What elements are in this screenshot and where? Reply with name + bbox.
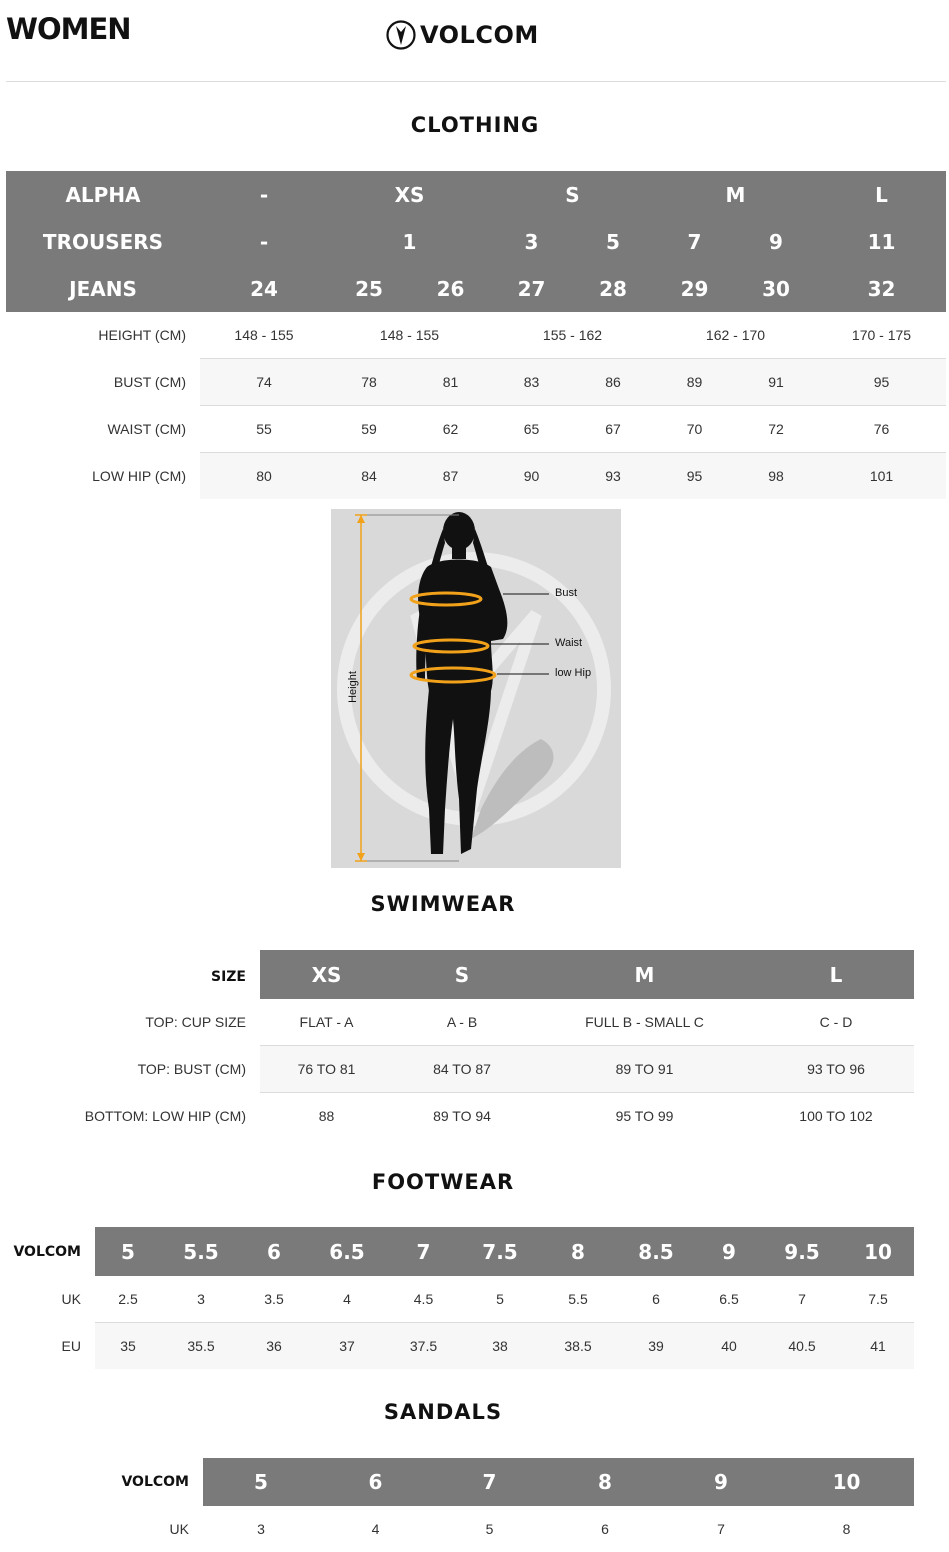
bust-cell: 74 (256, 374, 272, 390)
trousers-cell: 1 (402, 229, 417, 254)
sandal-uk-cell: 4 (371, 1521, 380, 1537)
foot-volcom-cell: 8 (571, 1239, 585, 1264)
volcom-stone-icon (386, 20, 416, 50)
alpha-row (6, 171, 946, 218)
jeans-cell: 25 (355, 276, 383, 301)
height-cell: 148 - 155 (234, 327, 294, 343)
swim-hip-label: BOTTOM: LOW HIP (CM) (84, 1108, 246, 1124)
trousers-label: TROUSERS (42, 229, 164, 254)
foot-volcom-cell: 9 (722, 1239, 736, 1264)
low-hip-cell: 101 (869, 468, 894, 484)
foot-uk-cell: 7.5 (868, 1291, 888, 1307)
foot-uk-cell: 6 (652, 1291, 660, 1307)
sandal-uk-cell: 5 (485, 1521, 494, 1537)
jeans-cell: 24 (250, 276, 278, 301)
foot-eu-cell: 41 (870, 1338, 886, 1354)
swim-bust-cell: 76 TO 81 (297, 1061, 356, 1077)
trousers-cell: 7 (687, 229, 702, 254)
foot-volcom-label: VOLCOM (13, 1243, 81, 1260)
waist-cell: 72 (768, 421, 784, 437)
foot-volcom-cell: 8.5 (638, 1239, 674, 1264)
foot-eu-cells (95, 1323, 914, 1369)
trousers-cell: - (259, 229, 269, 254)
foot-uk-cell: 3 (197, 1291, 205, 1307)
waist-cell: 55 (256, 421, 272, 437)
low-hip-cell: 98 (768, 468, 784, 484)
swim-hip-cell: 89 TO 94 (433, 1108, 491, 1124)
height-cell: 148 - 155 (379, 327, 440, 343)
swim-bust-cells (260, 1046, 914, 1092)
jeans-cell: 27 (517, 276, 546, 301)
foot-volcom-cell: 6.5 (329, 1239, 365, 1264)
height-label: HEIGHT (CM) (98, 327, 186, 343)
swim-size-cell: M (634, 962, 655, 987)
foot-eu-cell: 35 (120, 1338, 136, 1354)
swim-bust-cell: 93 TO 96 (807, 1061, 865, 1077)
swim-bust-cell: 84 TO 87 (433, 1061, 491, 1077)
swim-cup-cell: FULL B - SMALL C (585, 1014, 704, 1030)
foot-volcom-cell: 5 (121, 1239, 135, 1264)
foot-uk-cell: 4.5 (413, 1291, 434, 1307)
foot-uk-label: UK (61, 1291, 81, 1307)
footwear-title: FOOTWEAR (371, 1170, 515, 1194)
jeans-cell: 28 (599, 276, 627, 301)
bust-cell: 95 (873, 374, 890, 390)
alpha-cell: S (565, 182, 580, 207)
foot-eu-row (6, 1323, 914, 1369)
waist-row (6, 406, 946, 452)
brand-name: VOLCOM (420, 21, 539, 49)
foot-eu-cell: 36 (266, 1338, 282, 1354)
swim-size-cell: L (829, 962, 843, 987)
swim-size-label: SIZE (210, 969, 246, 985)
waist-cell: 59 (361, 421, 377, 437)
foot-uk-row (6, 1276, 914, 1322)
foot-volcom-header (95, 1227, 914, 1276)
bust-label: BUST (CM) (113, 374, 186, 390)
clothing-title: CLOTHING (410, 113, 540, 137)
height-row (6, 312, 946, 358)
trousers-cell: 3 (524, 229, 539, 254)
waist-label: Waist (555, 637, 583, 649)
silhouette-figure (331, 509, 621, 868)
jeans-cell: 32 (867, 276, 896, 301)
foot-volcom-cell: 6 (267, 1239, 281, 1264)
sandal-volcom-cell: 5 (254, 1470, 268, 1494)
alpha-cell: XS (394, 182, 425, 207)
low-hip-label: low Hip (555, 667, 592, 679)
sandal-uk-label: UK (169, 1521, 189, 1537)
sandal-uk-cell: 7 (717, 1521, 725, 1537)
swimwear-title: SWIMWEAR (370, 892, 516, 916)
waist-cell: 76 (873, 421, 890, 437)
foot-volcom-cell: 7.5 (482, 1239, 518, 1264)
foot-eu-cell: 37.5 (409, 1338, 438, 1354)
bust-label: Bust (555, 587, 578, 599)
low-hip-cell: 87 (442, 468, 459, 484)
brand-logo[interactable] (386, 19, 539, 51)
jeans-cell: 29 (680, 276, 709, 301)
low-hip-cells (200, 453, 946, 499)
measurement-diagram (331, 509, 621, 868)
foot-uk-cell: 4 (343, 1291, 351, 1307)
swim-size-cell: S (454, 962, 470, 987)
foot-uk-cell: 3.5 (264, 1291, 284, 1307)
bust-cell: 89 (686, 374, 703, 390)
bust-cell: 81 (442, 374, 459, 390)
swim-bust-cell: 89 TO 91 (615, 1061, 674, 1077)
foot-uk-cell: 2.5 (118, 1291, 138, 1307)
sandal-volcom-cell: 6 (368, 1470, 383, 1494)
swim-cup-row (6, 999, 914, 1045)
header-divider (6, 81, 946, 82)
sandal-volcom-header (203, 1458, 914, 1506)
foot-volcom-cell: 7 (416, 1239, 431, 1264)
sandal-volcom-cell: 7 (482, 1470, 497, 1494)
waist-label: WAIST (CM) (107, 421, 186, 437)
low-hip-label: LOW HIP (CM) (92, 468, 186, 484)
alpha-cell: M (725, 182, 746, 207)
sandals-title: SANDALS (383, 1400, 503, 1424)
swim-hip-row (6, 1093, 914, 1139)
sandal-volcom-cell: 8 (598, 1470, 612, 1494)
height-cell: 170 - 175 (851, 327, 912, 343)
alpha-cell: - (259, 182, 269, 207)
foot-uk-cell: 7 (798, 1291, 806, 1307)
foot-eu-cell: 37 (339, 1338, 355, 1354)
height-cell: 162 - 170 (705, 327, 766, 343)
low-hip-cell: 80 (256, 468, 272, 484)
swim-size-row (6, 950, 914, 999)
swim-hip-cell: 100 TO 102 (799, 1108, 873, 1124)
swim-size-header (260, 950, 914, 999)
waist-cell: 67 (605, 421, 621, 437)
bust-cell: 83 (523, 374, 540, 390)
bust-cell: 78 (361, 374, 377, 390)
swim-bust-label: TOP: BUST (CM) (137, 1061, 246, 1077)
swim-bust-row (6, 1046, 914, 1092)
sandal-volcom-cell: 10 (832, 1470, 861, 1494)
sandal-volcom-label: VOLCOM (121, 1474, 189, 1490)
trousers-row (6, 218, 946, 265)
bust-row (6, 359, 946, 405)
foot-eu-cell: 40.5 (788, 1338, 816, 1354)
swim-cup-cell: A - B (446, 1014, 478, 1030)
bust-cell: 86 (605, 374, 621, 390)
height-label: Height (347, 671, 359, 703)
foot-eu-cell: 35.5 (187, 1338, 215, 1354)
sandal-uk-cell: 6 (601, 1521, 609, 1537)
low-hip-cell: 90 (523, 468, 540, 484)
swim-cup-cell: C - D (819, 1014, 853, 1030)
page-title: WOMEN (6, 12, 131, 46)
waist-cell: 65 (523, 421, 540, 437)
bust-cell: 91 (768, 374, 784, 390)
foot-uk-cell: 6.5 (719, 1291, 739, 1307)
foot-eu-cell: 38.5 (564, 1338, 592, 1354)
trousers-cell: 9 (769, 229, 783, 254)
alpha-cell: L (875, 182, 888, 207)
foot-volcom-cell: 10 (864, 1239, 892, 1264)
swim-cup-label: TOP: CUP SIZE (145, 1014, 246, 1030)
foot-volcom-cell: 5.5 (183, 1239, 219, 1264)
jeans-cell: 26 (436, 276, 465, 301)
height-cell: 155 - 162 (542, 327, 603, 343)
swim-size-cell: XS (311, 962, 342, 987)
foot-uk-cell: 5.5 (568, 1291, 588, 1307)
foot-eu-cell: 39 (648, 1338, 664, 1354)
low-hip-row (6, 453, 946, 499)
swim-hip-cell: 88 (318, 1108, 335, 1124)
jeans-cell: 30 (762, 276, 790, 301)
foot-volcom-row (6, 1227, 914, 1276)
jeans-row (6, 265, 946, 312)
foot-eu-cell: 38 (492, 1338, 508, 1354)
trousers-cell: 11 (867, 229, 896, 254)
waist-cell: 62 (442, 421, 459, 437)
sandal-volcom-row (6, 1458, 914, 1506)
low-hip-cell: 93 (605, 468, 621, 484)
trousers-cell: 5 (606, 229, 620, 254)
foot-uk-cell: 5 (496, 1291, 504, 1307)
jeans-label: JEANS (69, 276, 137, 301)
foot-eu-label: EU (61, 1338, 81, 1354)
sandal-uk-row (6, 1506, 914, 1552)
sandal-volcom-cell: 9 (714, 1470, 728, 1494)
alpha-label: ALPHA (65, 182, 141, 207)
swim-cup-cell: FLAT - A (299, 1014, 354, 1030)
sandal-uk-cell: 8 (842, 1521, 851, 1537)
low-hip-cell: 84 (361, 468, 377, 484)
waist-cell: 70 (686, 421, 703, 437)
bust-cells (200, 359, 946, 405)
swim-hip-cell: 95 TO 99 (615, 1108, 674, 1124)
foot-volcom-cell: 9.5 (784, 1239, 820, 1264)
low-hip-cell: 95 (686, 468, 703, 484)
foot-eu-cell: 40 (721, 1338, 737, 1354)
sandal-uk-cell: 3 (257, 1521, 265, 1537)
